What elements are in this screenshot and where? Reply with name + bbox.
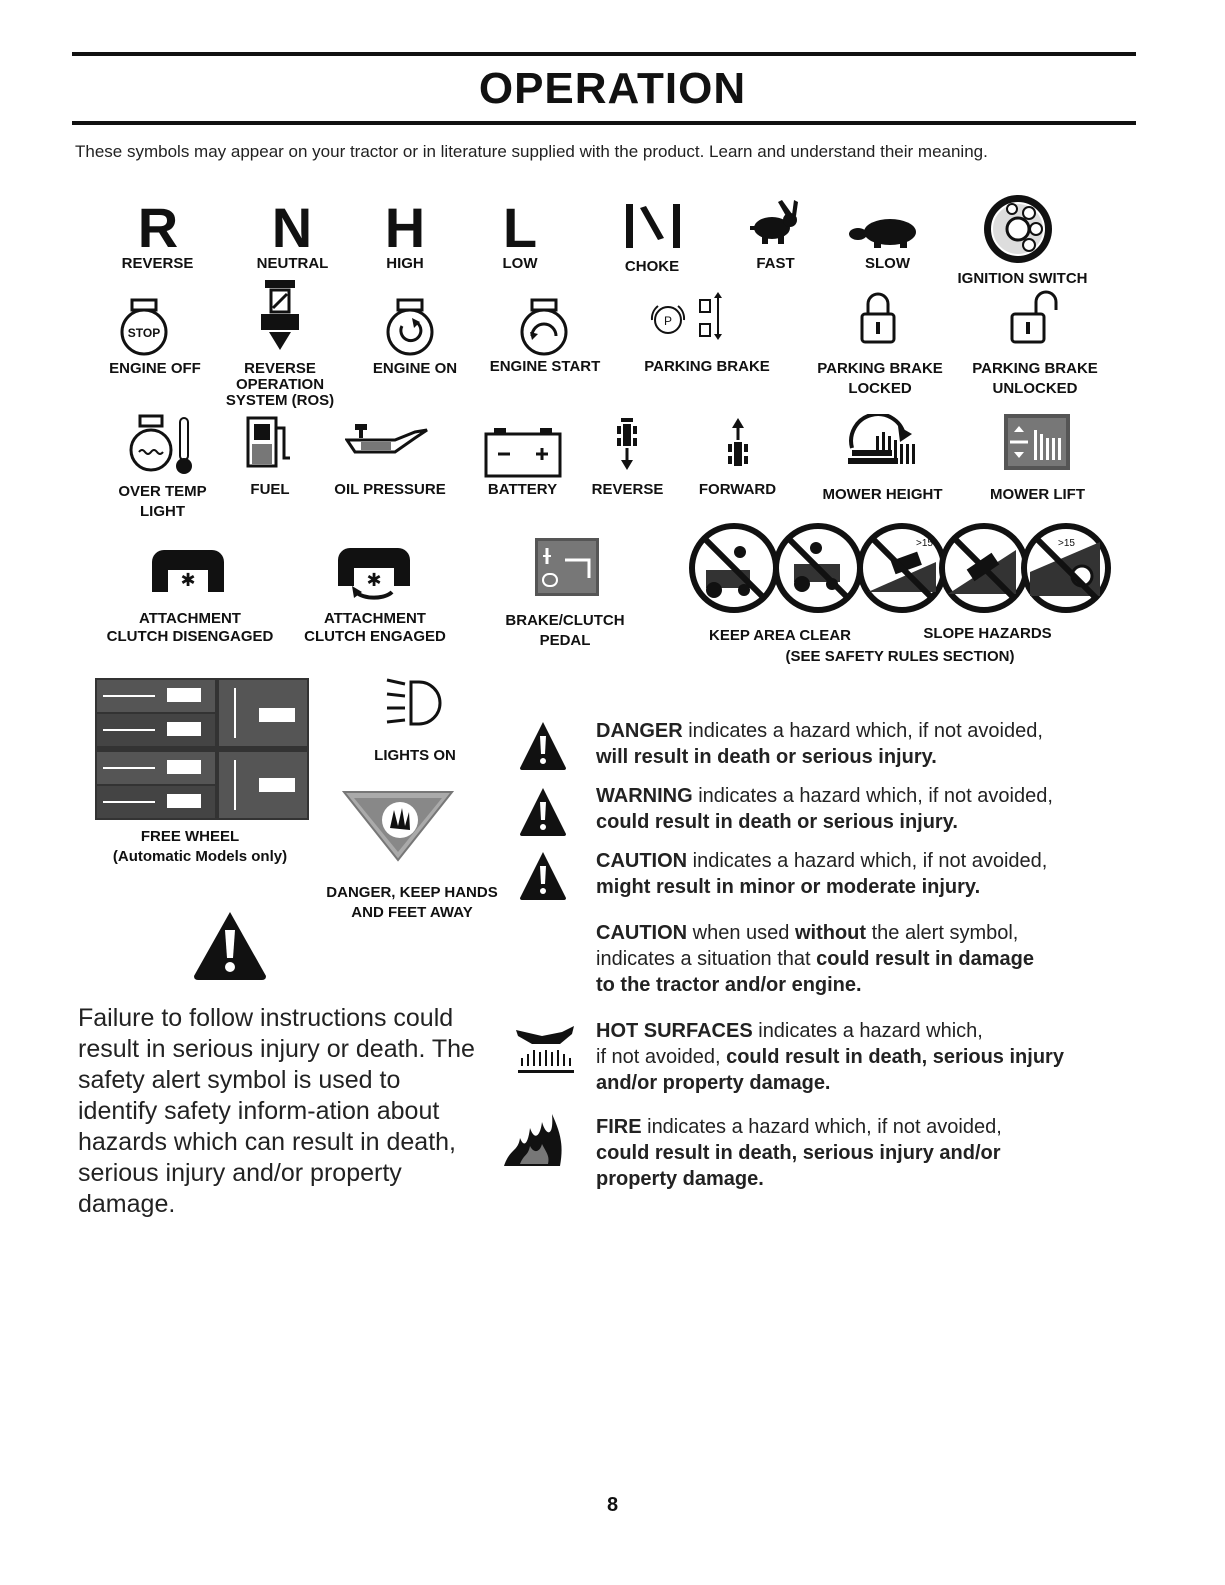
free-wheel-label: FREE WHEEL [140,828,240,845]
lights-on-icon [383,672,453,732]
automatic-models-label: (Automatic Models only) [112,848,288,865]
oil-pressure-label: OIL PRESSURE [334,481,446,498]
parking-brake-unlocked-label-2: UNLOCKED [992,380,1078,397]
hand-hazard-icon [342,790,454,862]
caution-statement: CAUTION indicates a hazard which, if not avoided, might result in minor or moderate injury. [596,850,1048,898]
parking-brake-icon [648,290,728,342]
danger-statement: DANGER indicates a hazard which, if not avoided, will result in death or serious injury. [596,720,1043,768]
keep-area-clear-label: KEEP AREA CLEAR [709,627,851,644]
fire-statement: FIRE indicates a hazard which, if not avoided, could result in death, serious injury and/or property damage. [596,1116,1002,1190]
fuel-label: FUEL [250,481,290,498]
warning-alert-icon [518,786,568,838]
attachment-engaged-label-2: CLUTCH ENGAGED [304,628,446,645]
fast-label: FAST [756,255,795,272]
forward-direction-label: FORWARD [698,481,777,498]
page-title: OPERATION [478,64,747,113]
attachment-disengaged-label-1: ATTACHMENT [139,610,241,627]
keep-area-clear-icon-2 [772,522,864,614]
fire-icon [500,1108,566,1168]
hot-surface-icon [512,1020,584,1078]
svg-text:✱: ✱ [366,570,382,591]
choke-icon [618,200,688,252]
slope-hazard-icon-3 [1020,522,1112,614]
mower-lift-icon [1004,414,1070,470]
ros-label-1: REVERSE [244,360,316,377]
attachment-engaged-label-1: ATTACHMENT [324,610,426,627]
svg-text:✱: ✱ [180,570,196,591]
keep-area-clear-icon-1 [688,522,780,614]
intro-text: These symbols may appear on your tractor or in literature supplied with the product. Learn and understand their meaning. [75,142,988,161]
parking-brake-unlocked-icon [1008,288,1062,346]
engine-start-label: ENGINE START [489,358,601,375]
engine-start-icon [516,298,572,356]
high-letter: H [384,196,426,259]
battery-label: BATTERY [487,481,558,498]
ignition-label: IGNITION SWITCH [957,270,1088,287]
parking-brake-locked-label-2: LOCKED [848,380,912,397]
svg-text:>15: >15 [1058,538,1075,549]
slope-hazards-label: SLOPE HAZARDS [923,625,1052,642]
caution-no-symbol-statement: CAUTION when used without the alert symbol, indicates a situation that could result in damage to the tractor and/or engine. [596,922,1034,996]
caution-alert-icon [518,850,568,902]
reverse-letter: R [137,196,179,259]
top-rule [72,52,1136,56]
parking-brake-unlocked-label-1: PARKING BRAKE [972,360,1098,377]
brake-clutch-label-2: PEDAL [539,632,591,649]
reverse-direction-label: REVERSE [591,481,664,498]
danger-alert-icon [518,720,568,772]
low-letter: L [502,196,538,259]
danger-keep-hands-label-2: AND FEET AWAY [351,904,473,921]
lights-on-label: LIGHTS ON [374,747,456,764]
ros-label-3: SYSTEM (ROS) [225,392,335,409]
brake-clutch-pedal-icon [535,538,599,596]
engine-on-icon [382,298,438,356]
engine-on-label: ENGINE ON [372,360,458,377]
ignition-switch-icon [982,193,1054,265]
engine-off-label: ENGINE OFF [109,360,201,377]
parking-brake-locked-label-1: PARKING BRAKE [817,360,943,377]
svg-text:>15: >15 [916,538,933,549]
free-wheel-icon [95,678,309,820]
oil-pressure-icon [345,420,429,464]
svg-text:P: P [663,314,673,328]
page-number: 8 [606,1494,619,1516]
parking-brake-locked-icon [858,290,898,346]
fuel-icon [244,414,294,470]
slow-label: SLOW [865,255,910,272]
mower-height-label: MOWER HEIGHT [822,486,943,503]
parking-brake-label: PARKING BRAKE [644,358,770,375]
reverse-direction-icon [612,416,642,472]
mower-height-icon [846,414,920,468]
engine-off-icon [116,298,172,356]
choke-label: CHOKE [624,258,680,275]
attachment-engaged-icon [334,546,414,602]
safety-alert-icon [192,910,268,982]
attachment-disengaged-label-2: CLUTCH DISENGAGED [106,628,274,645]
high-label: HIGH [386,255,424,272]
rabbit-icon [742,196,804,246]
attachment-disengaged-icon [148,548,228,592]
slope-hazard-icon-1 [856,522,948,614]
mower-lift-label: MOWER LIFT [990,486,1085,503]
low-label: LOW [502,255,538,272]
battery-icon [484,426,562,478]
neutral-letter: N [271,196,313,259]
ros-icon [255,278,305,358]
hot-surfaces-statement: HOT SURFACES indicates a hazard which, if not avoided, could result in death, serious injury and/or property damage. [596,1020,1064,1094]
forward-direction-icon [723,416,753,472]
neutral-label: NEUTRAL [256,255,329,272]
danger-keep-hands-label-1: DANGER, KEEP HANDS [326,884,498,901]
reverse-label: REVERSE [121,255,194,272]
over-temp-label-1: OVER TEMP [118,483,207,500]
slope-hazard-icon-2 [938,522,1030,614]
see-safety-rules-label: (SEE SAFETY RULES SECTION) [785,648,1015,665]
warning-statement: WARNING indicates a hazard which, if not avoided, could result in death or serious injury. [596,785,1053,833]
turtle-icon [848,214,928,250]
title-rule [72,121,1136,125]
failure-warning-text: Failure to follow instructions could result in serious injury or death. The safety alert symbol is used to identify safety inform-ation about hazards which can result in death, serious injury and/or property damage. [78,1004,475,1218]
over-temp-label-2: LIGHT [140,503,185,520]
over-temp-icon [128,414,198,476]
stop-text: STOP [127,326,161,340]
brake-clutch-label-1: BRAKE/CLUTCH [505,612,625,629]
ros-label-2: OPERATION [235,376,325,393]
